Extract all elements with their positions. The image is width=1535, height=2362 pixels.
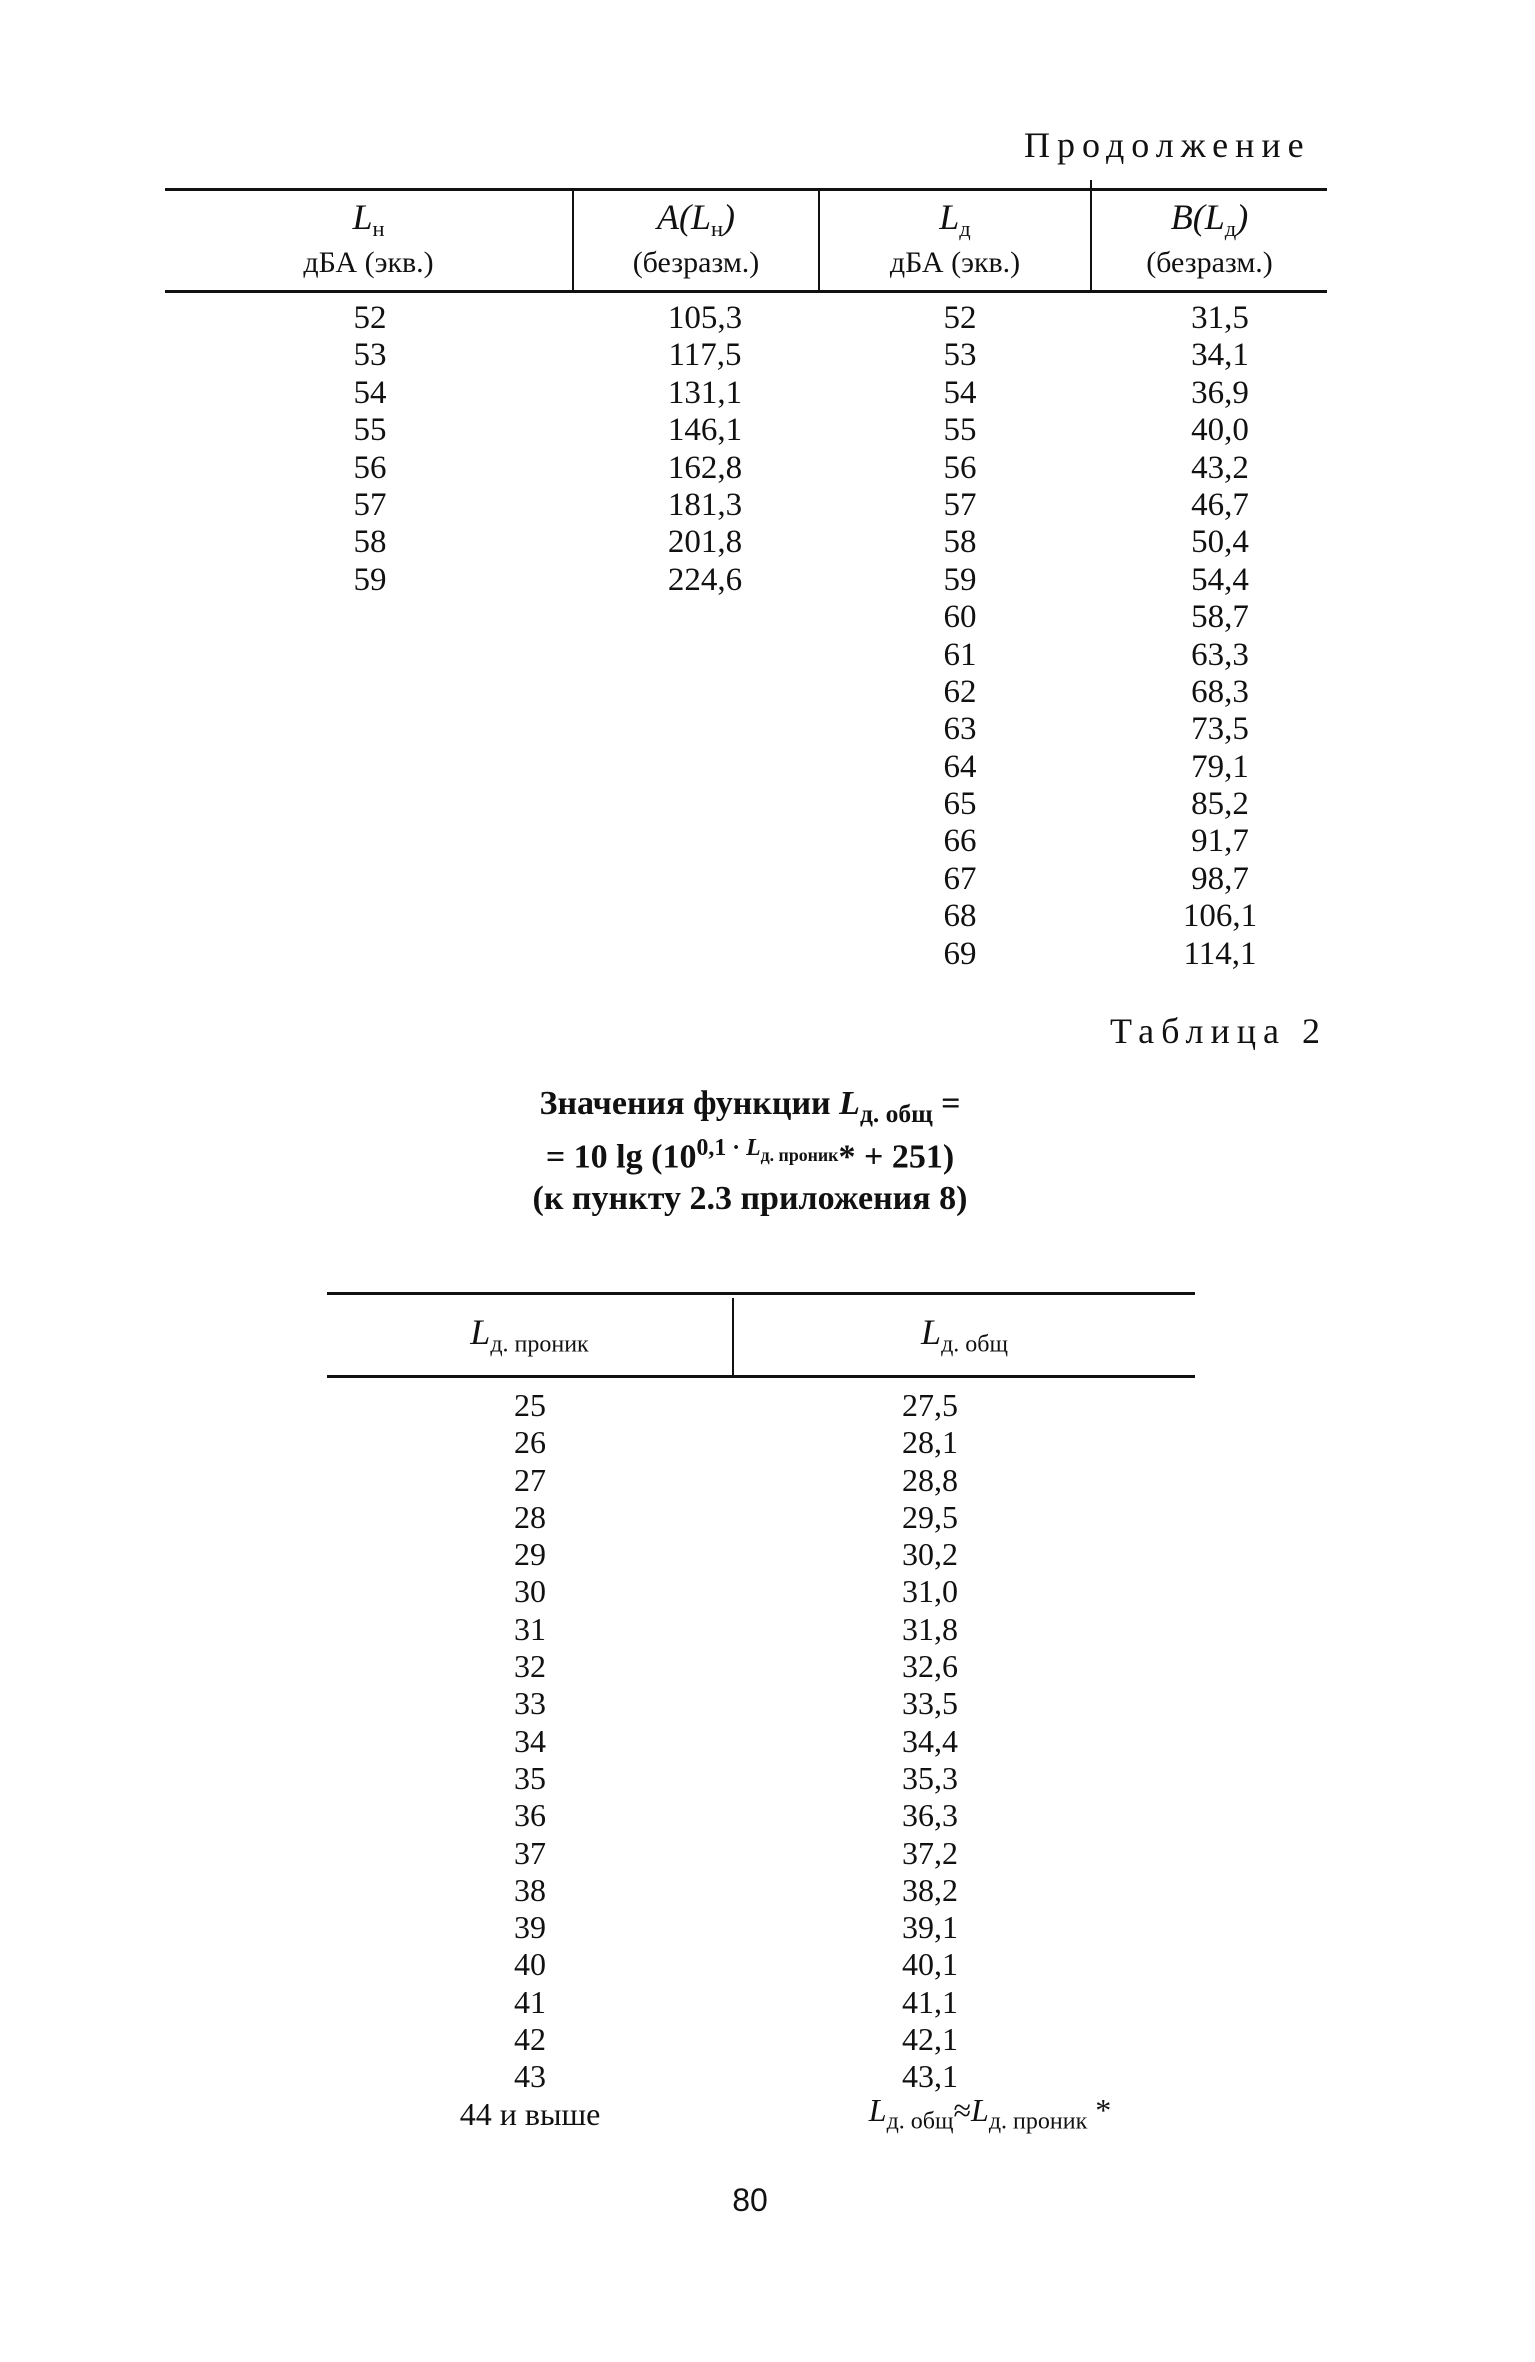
table1-col-a xyxy=(630,300,780,599)
table1-col-ld xyxy=(885,300,1035,973)
table-cell: 64 xyxy=(943,748,977,785)
table2-col-obsh xyxy=(830,1387,1030,2096)
table-cell: 43,2 xyxy=(1191,449,1249,486)
table-cell: 85,2 xyxy=(1191,786,1249,823)
table-cell: 162,8 xyxy=(667,449,743,486)
table2-title-line3: (к пункту 2.3 приложения 8) xyxy=(532,1180,968,1217)
table-cell: 34,4 xyxy=(902,1722,958,1759)
table-cell: 30,2 xyxy=(902,1536,958,1573)
table-cell: 53 xyxy=(353,337,387,374)
table-cell: 181,3 xyxy=(667,486,743,523)
table-cell: 28 xyxy=(514,1498,546,1535)
table-cell: 224,6 xyxy=(667,561,743,598)
table-cell: 65 xyxy=(943,786,977,823)
table-cell: 34 xyxy=(514,1722,546,1759)
table-cell: 31,0 xyxy=(902,1573,958,1610)
table-cell: 36,9 xyxy=(1191,374,1249,411)
table-cell: 36 xyxy=(514,1797,546,1834)
table-cell: 69 xyxy=(943,935,977,972)
table-cell: 25 xyxy=(514,1387,546,1423)
table1-header-a: $A(L_н)$ (безразм.) xyxy=(632,197,760,279)
continuation-label: Продолжение xyxy=(1024,125,1311,165)
table2-last-row-right: $L_{д. общ}\approx L_{д. проник}$ * xyxy=(868,2092,1112,2135)
table-cell: 68,3 xyxy=(1191,673,1249,710)
table1-col-b xyxy=(1145,300,1295,973)
table-cell: 58 xyxy=(353,524,387,561)
table1-header-ln: $L_н$ дБА (экв.) xyxy=(303,197,434,279)
table-cell: 29,5 xyxy=(902,1498,958,1535)
table-cell: 36,3 xyxy=(902,1797,958,1834)
table-cell: 33,5 xyxy=(902,1685,958,1722)
table-cell: 105,3 xyxy=(667,300,743,336)
table2-header-rule xyxy=(327,1375,1195,1378)
table-cell: 54,4 xyxy=(1191,561,1249,598)
table-cell: 28,1 xyxy=(902,1424,958,1461)
table-cell: 52 xyxy=(943,300,977,336)
table-cell: 63 xyxy=(943,711,977,748)
table-cell: 42,1 xyxy=(902,2021,958,2058)
table-cell: 43 xyxy=(514,2058,546,2095)
table-cell: 53 xyxy=(943,337,977,374)
table-cell: 35 xyxy=(514,1759,546,1796)
table-cell: 91,7 xyxy=(1191,823,1249,860)
table-cell: 63,3 xyxy=(1191,636,1249,673)
table-cell: 73,5 xyxy=(1191,711,1249,748)
page-number: 80 xyxy=(732,2182,768,2218)
table-cell: 38,2 xyxy=(902,1871,958,1908)
table-cell: 59 xyxy=(943,561,977,598)
table1-col-ln xyxy=(295,300,445,599)
table-cell: 58 xyxy=(943,524,977,561)
table-cell: 39,1 xyxy=(902,1909,958,1946)
table-cell: 34,1 xyxy=(1191,337,1249,374)
table-cell: 59 xyxy=(353,561,387,598)
table-cell: 98,7 xyxy=(1191,860,1249,897)
table-cell: 43,1 xyxy=(902,2058,958,2095)
table-cell: 56 xyxy=(353,449,387,486)
table-cell: 79,1 xyxy=(1191,748,1249,785)
table2-header-pronik: $L_{д. проник}$ xyxy=(470,1312,589,1358)
table2-last-row-left: 44 и выше xyxy=(459,2096,601,2132)
table-cell: 30 xyxy=(514,1573,546,1610)
table-cell: 37,2 xyxy=(902,1834,958,1871)
table-cell: 54 xyxy=(353,374,387,411)
table-cell: 28,8 xyxy=(902,1461,958,1498)
table-cell: 41 xyxy=(514,1983,546,2020)
table-cell: 56 xyxy=(943,449,977,486)
table2-header-obsh: $L_{д. общ}$ xyxy=(921,1312,1008,1358)
table-cell: 31,8 xyxy=(902,1610,958,1647)
table-cell: 57 xyxy=(353,486,387,523)
table-cell: 33 xyxy=(514,1685,546,1722)
table-cell: 55 xyxy=(353,412,387,449)
table-cell: 54 xyxy=(943,374,977,411)
table-cell: 146,1 xyxy=(667,412,743,449)
table-cell: 66 xyxy=(943,823,977,860)
table1-header-ld: $L_д$ дБА (экв.) xyxy=(889,197,1021,279)
table-cell: 32,6 xyxy=(902,1648,958,1685)
table-cell: 60 xyxy=(943,599,977,636)
table-cell: 201,8 xyxy=(667,524,743,561)
table-cell: 32 xyxy=(514,1648,546,1685)
table-cell: 35,3 xyxy=(902,1759,958,1796)
table1-header-b: $B(L_д)$ (безразм.) xyxy=(1146,197,1273,279)
table-cell: 58,7 xyxy=(1191,599,1249,636)
table-cell: 26 xyxy=(514,1424,546,1461)
table-cell: 31,5 xyxy=(1191,300,1249,336)
table2-top-rule xyxy=(327,1292,1195,1295)
table-cell: 40,1 xyxy=(902,1946,958,1983)
table-cell: 40,0 xyxy=(1191,412,1249,449)
table1-top-rule xyxy=(165,188,1327,191)
table-cell: 57 xyxy=(943,486,977,523)
table2-title-line1: Значения функции $L_{д. общ}$ = xyxy=(539,1085,961,1128)
table-cell: 39 xyxy=(514,1909,546,1946)
table-cell: 62 xyxy=(943,673,977,710)
table2-col-pronik xyxy=(430,1387,630,2096)
table2-title-line2: = 10 $\lg (10^{0,1 \cdot L_{д. проник}}* + 251)$ xyxy=(545,1135,955,1176)
table2-label: Таблица 2 xyxy=(1110,1011,1327,1051)
table-cell: 106,1 xyxy=(1182,898,1258,935)
table-cell: 41,1 xyxy=(902,1983,958,2020)
table-cell: 27 xyxy=(514,1461,546,1498)
table-cell: 55 xyxy=(943,412,977,449)
table-cell: 131,1 xyxy=(667,374,743,411)
table-cell: 27,5 xyxy=(902,1387,958,1423)
table-cell: 40 xyxy=(514,1946,546,1983)
table-cell: 50,4 xyxy=(1191,524,1249,561)
table1-header-rule xyxy=(165,290,1327,293)
table-cell: 42 xyxy=(514,2021,546,2058)
table-cell: 117,5 xyxy=(668,337,742,374)
table-cell: 46,7 xyxy=(1191,486,1249,523)
table-cell: 31 xyxy=(514,1610,546,1647)
table-cell: 37 xyxy=(514,1834,546,1871)
table-cell: 29 xyxy=(514,1536,546,1573)
table-cell: 68 xyxy=(943,898,977,935)
table-cell: 67 xyxy=(943,860,977,897)
table-cell: 61 xyxy=(943,636,977,673)
table-cell: 52 xyxy=(353,300,387,336)
table-cell: 114,1 xyxy=(1183,935,1257,972)
table-cell: 38 xyxy=(514,1871,546,1908)
